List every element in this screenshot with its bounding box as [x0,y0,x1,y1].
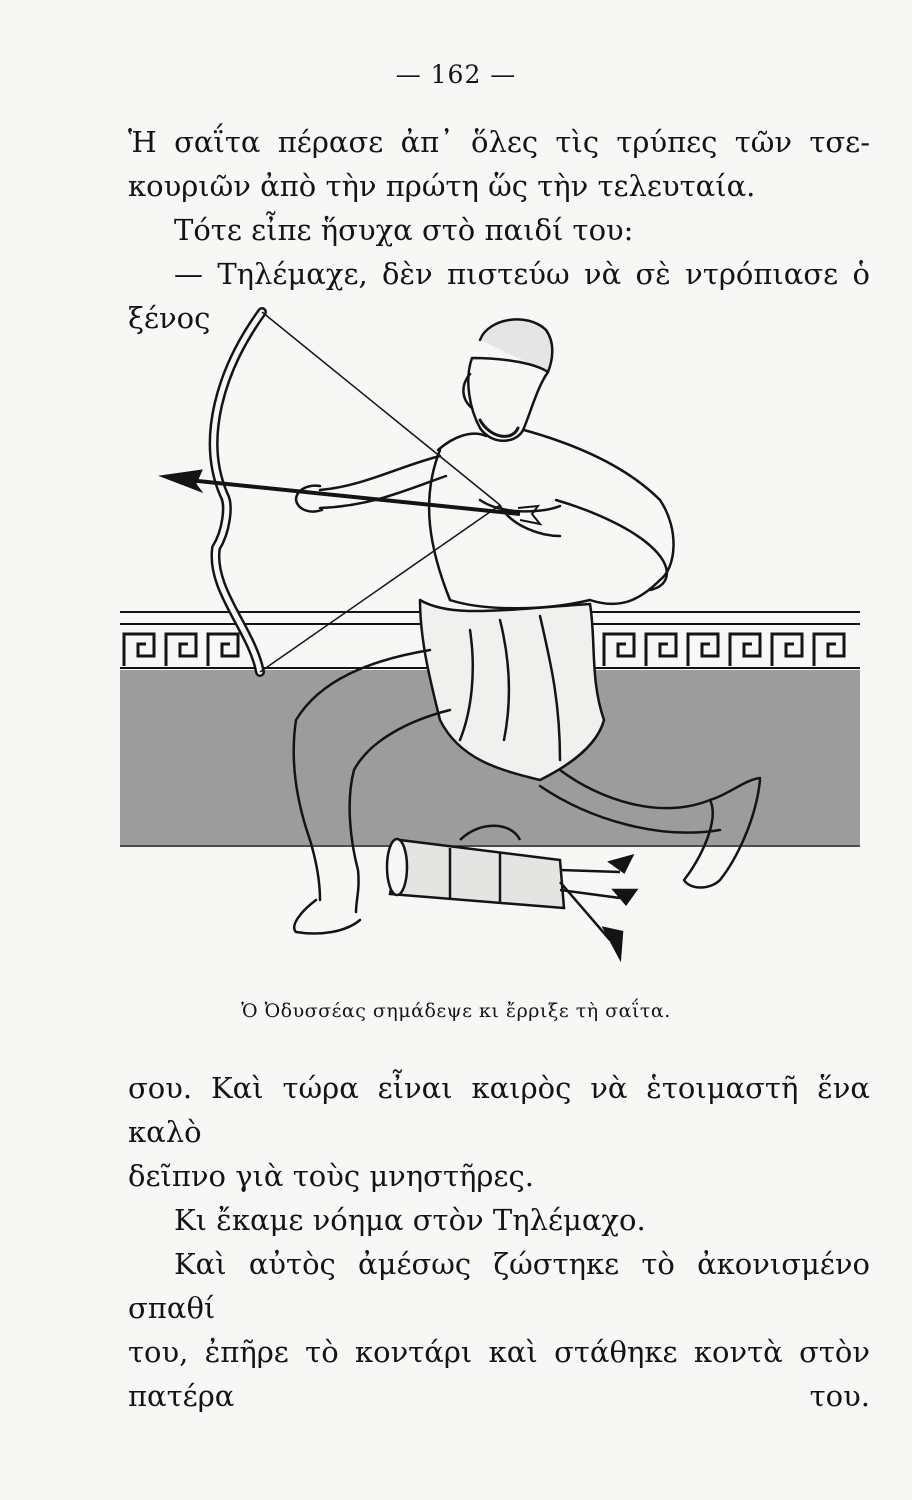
text-line: σου. Καὶ τώρα εἶναι καιρὸς νὰ ἑτοιμαστῆ ἕνα καλὸ [128,1071,870,1149]
text-line: δεῖπνο γιὰ τοὺς μνηστῆρες. [128,1159,534,1193]
text-line: κουριῶν ἀπὸ τὴν πρώτη ὥς τὴν τελευταία. [128,169,756,203]
text-line: του, ἐπῆρε τὸ κοντάρι καὶ στάθηκε κοντὰ στὸν πατέρα του. [128,1335,870,1413]
text-line: Ἡ σαΐτα πέρασε ἀπ᾽ ὅλες τὶς τρύπες τῶν τσε- [128,125,870,159]
text-line: — Τηλέμαχε, δὲν πιστεύω νὰ σὲ ντρόπιασε ὁ ξένος [128,257,870,335]
text-line: Τότε εἶπε ἥσυχα στὸ παιδί του: [174,213,634,247]
text-line: Κι ἔκαμε νόημα στὸν Τηλέμαχο. [174,1203,646,1237]
page-number: — 162 — [395,60,517,89]
archer-illustration [120,300,860,990]
bottom-paragraph [128,1066,870,1418]
figure-caption: Ὁ Ὀδυσσέας σημάδεψε κι ἔρριξε τὴ σαΐτα. [241,1000,671,1022]
text-line: Καὶ αὐτὸς ἀμέσως ζώστηκε τὸ ἀκονισμένο σπαθί [128,1247,870,1325]
